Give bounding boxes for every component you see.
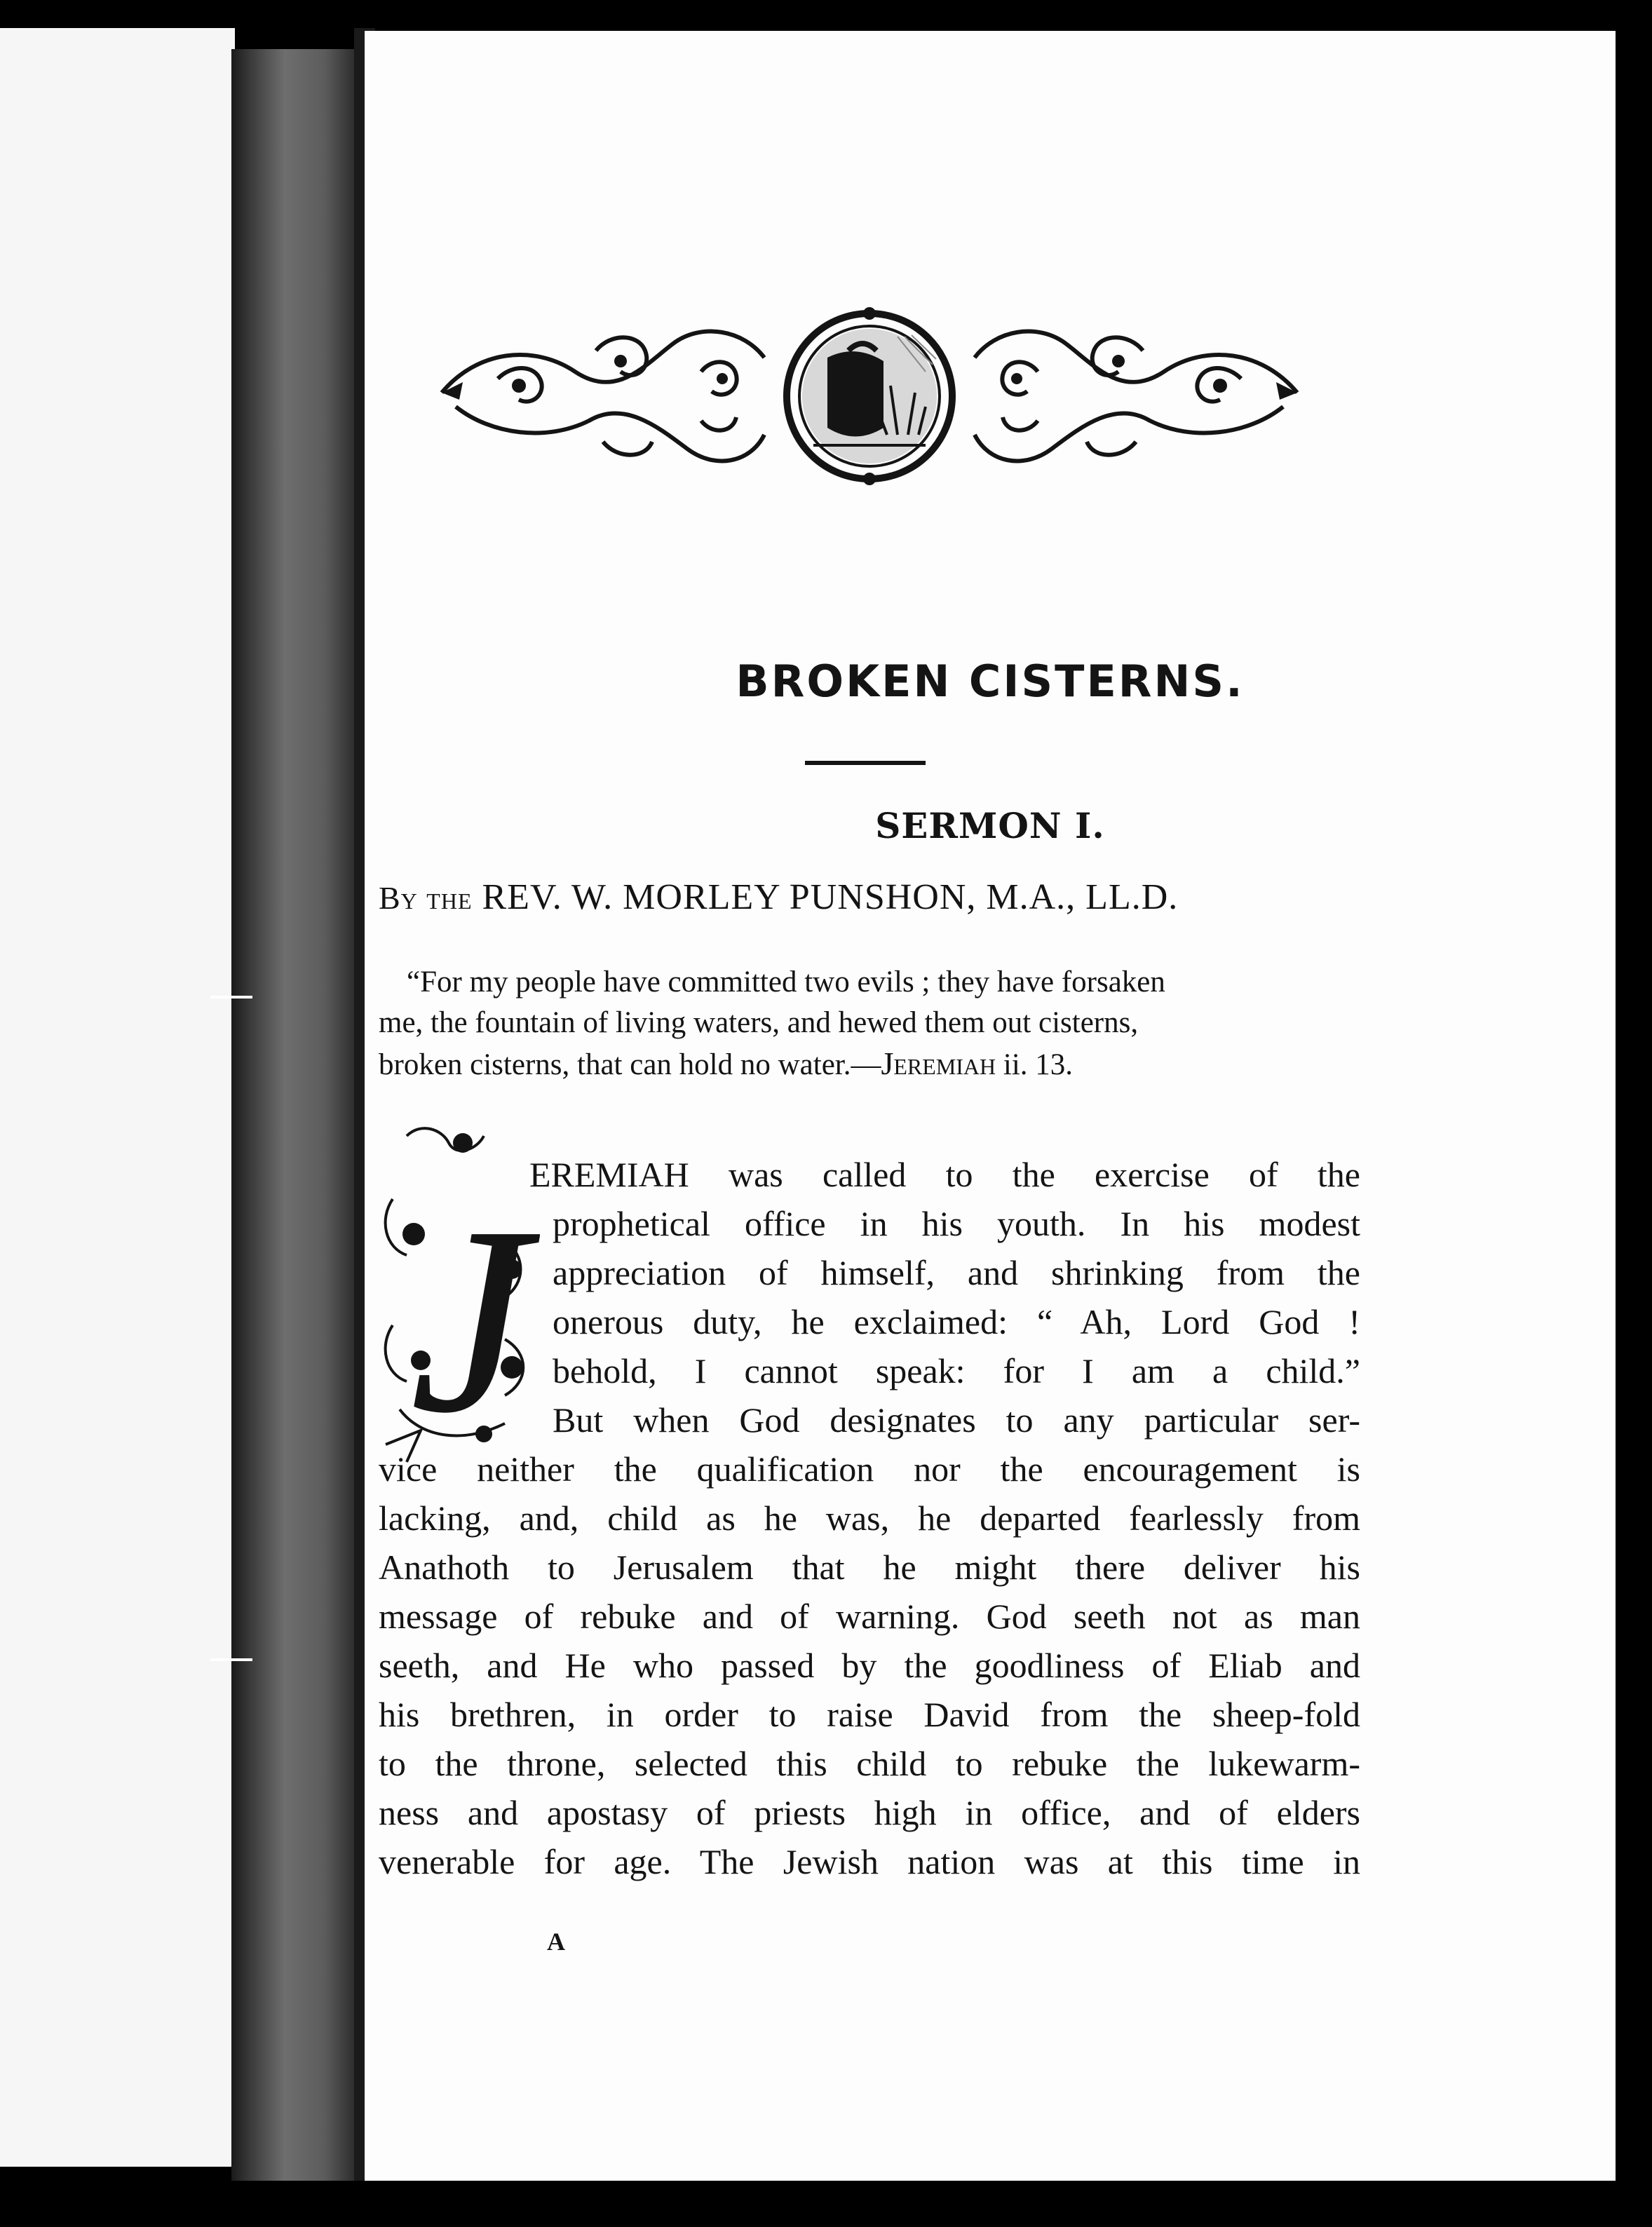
epigraph bbox=[379, 962, 1360, 1085]
body-line: appreciation of himself, and shrinking from the bbox=[553, 1253, 1360, 1292]
chapter-title: BROKEN CISTERNS. bbox=[736, 656, 1245, 707]
body-line: behold, I cannot speak: for I am a child.” bbox=[553, 1351, 1360, 1390]
scan-right-border bbox=[1616, 31, 1652, 2227]
epigraph-line: “For my people have committed two evils ; they have forsaken bbox=[407, 966, 1165, 999]
body-line: lacking, and, child as he was, he departed fearlessly from bbox=[379, 1498, 1360, 1538]
signature-mark: A bbox=[547, 1928, 565, 1956]
body-line: Anathoth to Jerusalem that he might there deliver his bbox=[379, 1548, 1360, 1587]
body-line: ness and apostasy of priests high in office, and of elders bbox=[379, 1793, 1360, 1832]
sermon-heading: SERMON I. bbox=[875, 805, 1105, 846]
body-line: seeth, and He who passed by the goodliness of Eliab and bbox=[379, 1646, 1360, 1685]
scan-mark bbox=[210, 996, 252, 999]
epigraph-line bbox=[379, 1043, 1360, 1085]
epigraph-line-text: broken cisterns, that can hold no water.— bbox=[379, 1048, 881, 1081]
book-spine-shadow bbox=[231, 49, 365, 2188]
scan-top-border bbox=[0, 0, 1652, 34]
body-line: to the throne, selected this child to rebuke the lukewarm- bbox=[379, 1744, 1360, 1783]
sermon-body bbox=[379, 1150, 1360, 1886]
epigraph-line: me, the fountain of living waters, and hewed them out cisterns, bbox=[379, 1006, 1139, 1039]
body-line: message of rebuke and of warning. God seeth not as man bbox=[379, 1597, 1360, 1636]
body-line: prophetical office in his youth. In his modest bbox=[553, 1204, 1360, 1243]
scan-bottom-border bbox=[0, 2181, 1652, 2227]
body-line: But when God designates to any particular ser- bbox=[553, 1400, 1360, 1440]
scripture-verse: ii. 13. bbox=[996, 1048, 1074, 1081]
scan-mark bbox=[210, 1658, 252, 1661]
title-rule bbox=[805, 761, 926, 765]
body-line: venerable for age. The Jewish nation was at this time in bbox=[379, 1842, 1360, 1881]
author-byline bbox=[379, 876, 1360, 918]
facing-page bbox=[0, 28, 235, 2167]
byline-prefix: By the bbox=[379, 880, 473, 916]
body-line: onerous duty, he exclaimed: “ Ah, Lord God ! bbox=[553, 1302, 1360, 1341]
author-name: REV. W. MORLEY PUNSHON, M.A., LL.D. bbox=[482, 877, 1179, 917]
body-line: his brethren, in order to raise David from the sheep-fold bbox=[379, 1695, 1360, 1734]
headpiece-ornament bbox=[435, 295, 1304, 498]
drop-cap-letter: J bbox=[410, 1172, 529, 1466]
body-line: vice neither the qualification nor the encouragement is bbox=[379, 1449, 1360, 1489]
scripture-reference: Jeremiah bbox=[881, 1045, 996, 1081]
body-line: EREMIAH was called to the exercise of the bbox=[529, 1155, 1360, 1194]
